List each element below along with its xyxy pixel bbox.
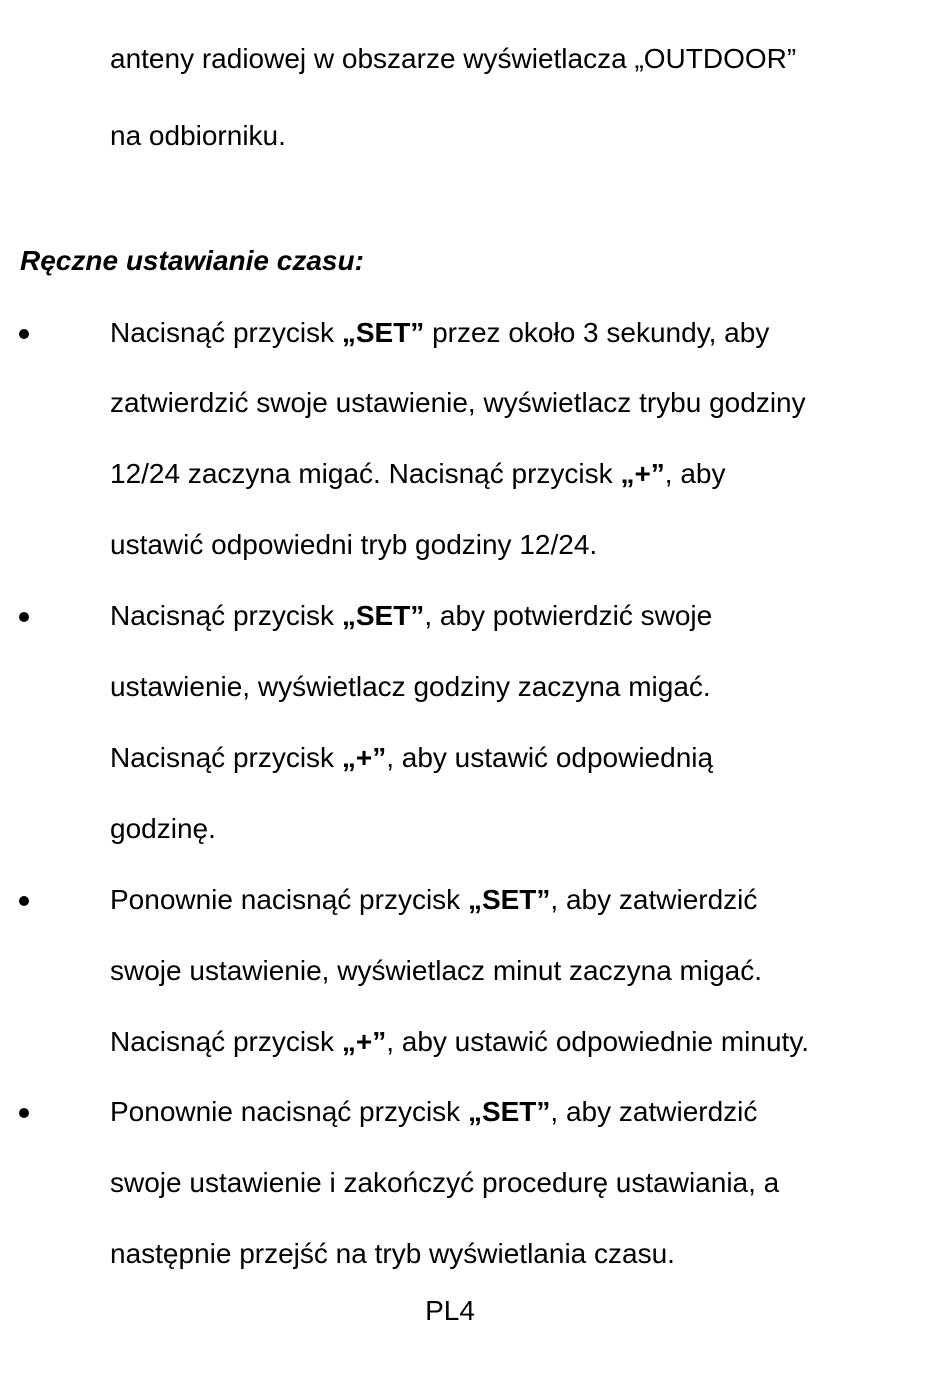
step-2-line-2: ustawienie, wyświetlacz godziny zaczyna migać.	[110, 671, 711, 702]
page-number: PL4	[425, 1295, 475, 1326]
step-1-line-1: Nacisnąć przycisk „SET” przez około 3 sekundy, aby	[110, 317, 770, 348]
step-3-line-2: swoje ustawienie, wyświetlacz minut zaczyna migać.	[110, 955, 763, 986]
step-2-line-1: Nacisnąć przycisk „SET”, aby potwierdzić swoje	[110, 600, 713, 631]
bullet-icon	[19, 1108, 29, 1118]
step-2-line-3: Nacisnąć przycisk „+”, aby ustawić odpowiednią	[110, 742, 714, 773]
step-1-line-4: ustawić odpowiedni tryb godziny 12/24.	[110, 529, 598, 560]
plus-key-label: „+”	[341, 742, 387, 773]
step-2-line-4: godzinę.	[110, 813, 216, 844]
step-3-line-1: Ponownie nacisnąć przycisk „SET”, aby zatwierdzić	[110, 884, 758, 915]
intro-line-1: anteny radiowej w obszarze wyświetlacza „OUTDOOR”	[110, 43, 797, 74]
step-4-line-1: Ponownie nacisnąć przycisk „SET”, aby zatwierdzić	[110, 1096, 758, 1127]
intro-line-2: na odbiorniku.	[110, 120, 286, 151]
set-key-label: „SET”	[467, 1096, 551, 1127]
set-key-label: „SET”	[341, 317, 425, 348]
plus-key-label: „+”	[620, 458, 665, 489]
bullet-icon	[19, 612, 29, 622]
set-key-label: „SET”	[467, 884, 551, 915]
bullet-icon	[19, 329, 29, 339]
set-key-label: „SET”	[341, 600, 425, 631]
plus-key-label: „+”	[341, 1026, 387, 1057]
step-3-line-3: Nacisnąć przycisk „+”, aby ustawić odpowiednie minuty.	[110, 1026, 810, 1057]
step-4-line-2: swoje ustawienie i zakończyć procedurę ustawiania, a	[110, 1167, 780, 1198]
step-1-line-3: 12/24 zaczyna migać. Nacisnąć przycisk „+”, aby	[110, 458, 726, 489]
section-heading: Ręczne ustawianie czasu:	[20, 245, 364, 276]
step-1-line-2: zatwierdzić swoje ustawienie, wyświetlacz trybu godziny	[110, 387, 806, 418]
bullet-icon	[19, 896, 29, 906]
step-4-line-3: następnie przejść na tryb wyświetlania czasu.	[110, 1238, 675, 1269]
